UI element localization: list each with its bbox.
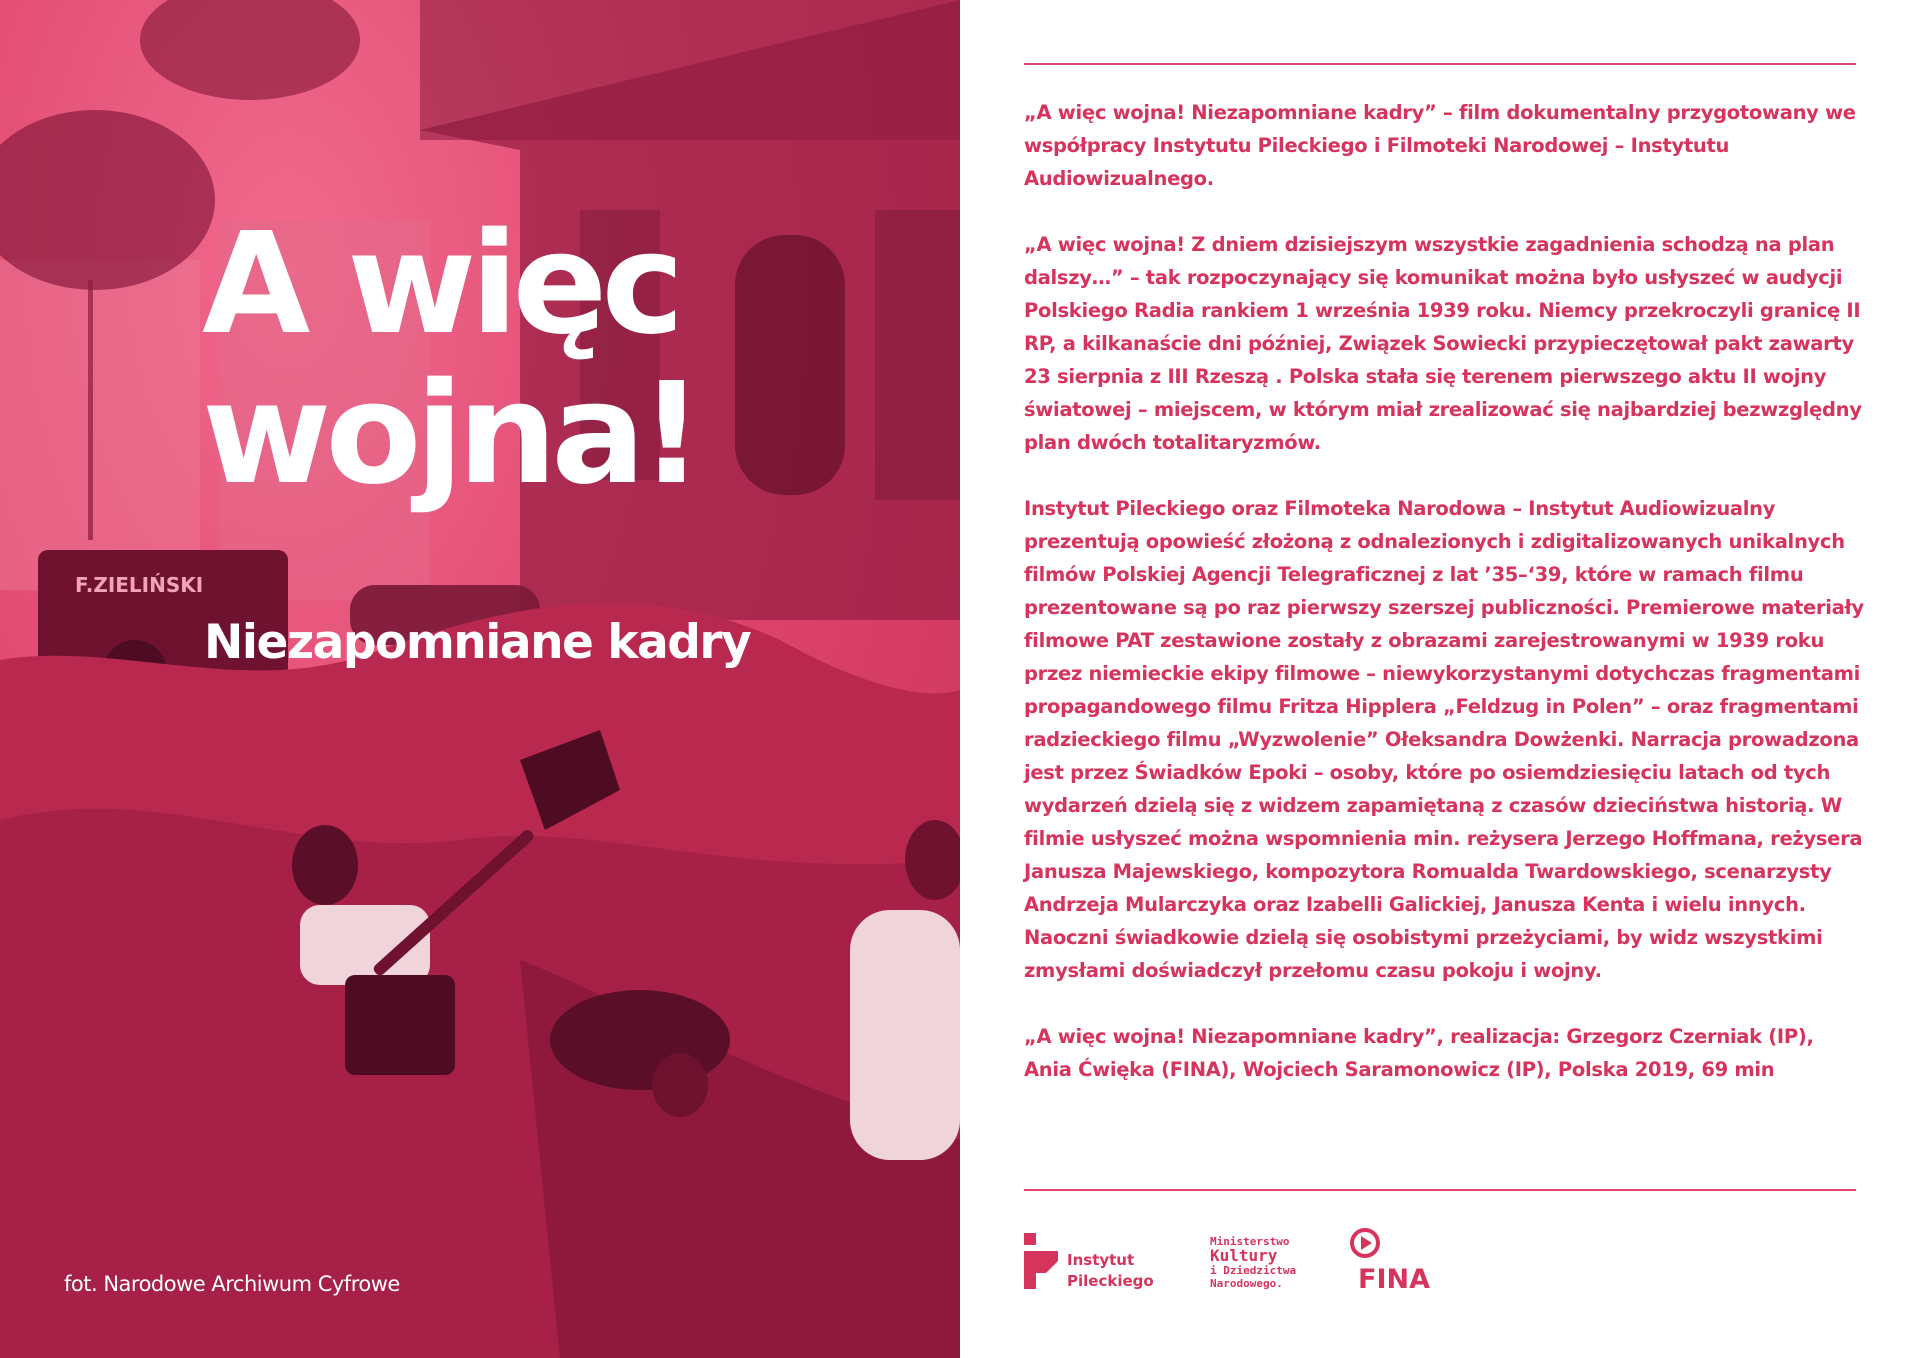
title-line-2: wojna! xyxy=(202,353,698,516)
play-circle-icon xyxy=(1350,1228,1382,1260)
distant-building-left xyxy=(0,260,200,590)
poster-subtitle: Niezapomniane kadry xyxy=(204,615,751,670)
fina-label: FINA xyxy=(1358,1264,1430,1295)
paragraph-film: Instytut Pileckiego oraz Filmoteka Narodowa – Instytut Audiowizualny prezentują opowieść złożoną z odnalezionych i zdigitalizowanych unikalnych filmów Polskiej Agencji Telegraficznej z lat ’35–‘39, które w ramach filmu prezentowane są po raz pierwszy szerszej publiczności. Premierowe materiały filmowe PAT zestawione zostały z obrazami zarejestrowanymi w 1939 roku przez niemieckie ekipy filmowe – niewykorzystanymi dotychczas fragmentami propagandowego filmu Fritza Hipplera „Feldzug in Polen” – oraz fragmentami radzieckiego filmu „Wyzwolenie” Ołeksandra Dowżenki. Narracja prowadzona jest przez Świadków Epoki – osoby, które po osiemdziesięciu latach od tych wydarzeń dzielą się z widzem zapamiętaną z czasów dzieciństwa historią. W filmie usłyszeć można wspomnienia min. reżysera Jerzego Hoffmana, reżysera Janusza Majewskiego, kompozytora Romualda Twardowskiego, scenarzysty Andrzeja Mularczyka oraz Izabelli Galickiej, Janusza Kenta i wielu innych. Naoczni świadkowie dzielą się osobistymi przeżyciami, by widz wszystkimi zmysłami doświadczył przełomu czasu pokoju i wojny. xyxy=(1024,497,1864,982)
ip-line-2: Pileckiego xyxy=(1067,1272,1154,1290)
title-line-1: A więc xyxy=(202,203,679,366)
description-panel xyxy=(1024,0,1864,1358)
ip-line-1: Instytut xyxy=(1067,1251,1135,1269)
partner-logos xyxy=(1024,1228,1856,1318)
ministerstwo-kultury-logo xyxy=(1210,1235,1296,1290)
instytut-pileckiego-text xyxy=(1067,1250,1154,1292)
mk-line-4: Narodowego. xyxy=(1210,1277,1283,1290)
mk-line-3: i Dziedzictwa xyxy=(1210,1264,1297,1277)
mk-line-2: Kultury xyxy=(1210,1246,1278,1265)
truck-sign: F.ZIELIŃSKI xyxy=(75,573,204,597)
paragraph-intro: „A więc wojna! Niezapomniane kadry” – film dokumentalny przygotowany we współpracy Instytutu Pileckiego i Filmoteki Narodowej – Instytutu Audiowizualnego. xyxy=(1024,101,1856,190)
top-divider xyxy=(1024,63,1856,65)
mk-line-1: Ministerstwo xyxy=(1210,1235,1290,1248)
tree-foliage-top xyxy=(140,0,360,100)
street-pole xyxy=(88,280,93,540)
building-cornice xyxy=(420,0,960,140)
instytut-pileckiego-mark-icon xyxy=(1024,1233,1064,1293)
paragraph-history: „A więc wojna! Z dniem dzisiejszym wszystkie zagadnienia schodzą na plan dalszy…” – tak rozpoczynający się komunikat można było usłyszeć w audycji Polskiego Radia rankiem 1 września 1939 roku. Niemcy przekroczyli granicę II RP, a kilkanaście dni później, Związek Sowiecki przypieczętował pakt zawarty 23 sierpnia z III Rzeszą . Polska stała się terenem pierwszego aktu II wojny światowej – miejscem, w którym miał zrealizować się najbardziej bezwzględny plan dwóch totalitaryzmów. xyxy=(1024,233,1862,454)
bottom-divider xyxy=(1024,1189,1856,1191)
poster-title xyxy=(202,203,942,516)
photo-credit: fot. Narodowe Archiwum Cyfrowe xyxy=(64,1272,400,1296)
paragraph-credits: „A więc wojna! Niezapomniane kadry”, realizacja: Grzegorz Czerniak (IP), Ania Ćwięka (FINA), Wojciech Saramonowicz (IP), Polska 2019, 69 min xyxy=(1024,1025,1814,1081)
description-text xyxy=(1024,96,1864,1119)
